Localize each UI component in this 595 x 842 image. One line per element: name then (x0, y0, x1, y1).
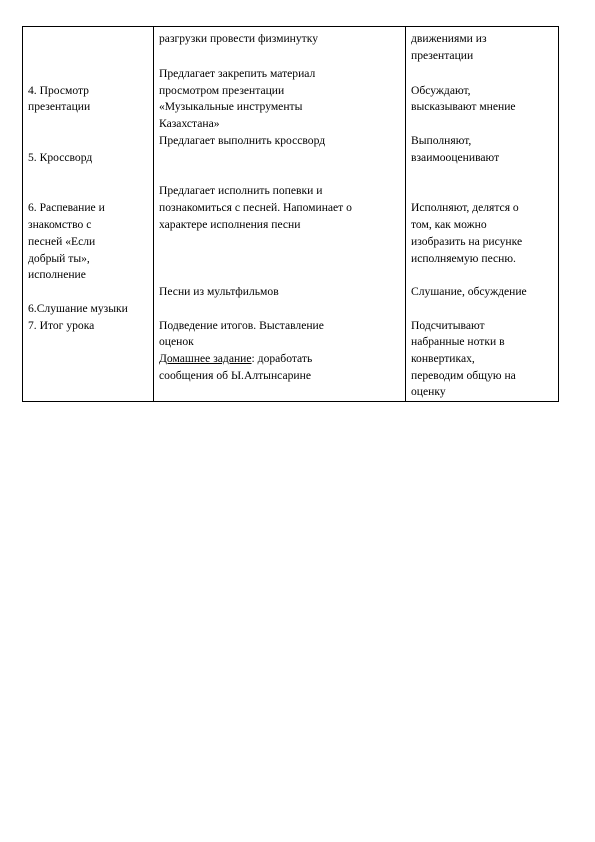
student-text: оценку (411, 385, 446, 398)
teacher-text: Казахстана» (159, 117, 220, 130)
student-text: конвертиках, (411, 352, 475, 365)
teacher-text: Предлагает закрепить материал (159, 67, 316, 80)
student-text: изобразить на рисунке (411, 235, 523, 248)
stage-text: 6. Распевание и (28, 201, 105, 214)
table-row (23, 27, 559, 402)
stage-text: добрый ты», (28, 252, 90, 265)
student-text: набранные нотки в (411, 335, 505, 348)
stage-text: 4. Просмотр (28, 84, 89, 97)
teacher-text: Предлагает выполнить кроссворд (159, 134, 326, 147)
teacher-text: Предлагает исполнить попевки и (159, 184, 323, 197)
homework-text: : доработать (251, 352, 313, 365)
student-text: Слушание, обсуждение (411, 285, 527, 298)
teacher-text: «Музыкальные инструменты (159, 100, 303, 113)
student-text: исполняемую песню. (411, 252, 516, 265)
teacher-text: характере исполнения песни (159, 218, 301, 231)
student-text: движениями из (411, 32, 487, 45)
student-text: Исполняют, делятся о (411, 201, 519, 214)
teacher-text: разгрузки провести физминутку (159, 32, 318, 45)
student-activity-cell (406, 27, 559, 402)
teacher-text: Подведение итогов. Выставление (159, 319, 324, 332)
teacher-text: познакомиться с песней. Напоминает о (159, 201, 352, 214)
teacher-text: сообщения об Ы.Алтынсарине (159, 369, 311, 382)
homework-label: Домашнее задание (159, 352, 252, 365)
student-text: Подсчитывают (411, 319, 485, 332)
teacher-text: просмотром презентации (159, 84, 285, 97)
teacher-activity-cell (154, 27, 406, 402)
student-text: презентации (411, 49, 474, 62)
student-text: том, как можно (411, 218, 487, 231)
stage-text: исполнение (28, 268, 86, 281)
stage-cell (23, 27, 154, 402)
student-text: Обсуждают, (411, 84, 471, 97)
stage-text: презентации (28, 100, 91, 113)
stage-text: 7. Итог урока (28, 319, 95, 332)
student-text: высказывают мнение (411, 100, 516, 113)
stage-text: 5. Кроссворд (28, 151, 93, 164)
student-text: Выполняют, (411, 134, 472, 147)
teacher-text: оценок (159, 335, 194, 348)
lesson-plan-table (22, 26, 559, 402)
stage-text: 6.Слушание музыки (28, 302, 128, 315)
homework-line (159, 351, 403, 368)
student-text: переводим общую на (411, 369, 516, 382)
stage-text: знакомство с (28, 218, 92, 231)
teacher-text: Песни из мультфильмов (159, 285, 279, 298)
student-text: взаимооценивают (411, 151, 500, 164)
stage-text: песней «Если (28, 235, 96, 248)
